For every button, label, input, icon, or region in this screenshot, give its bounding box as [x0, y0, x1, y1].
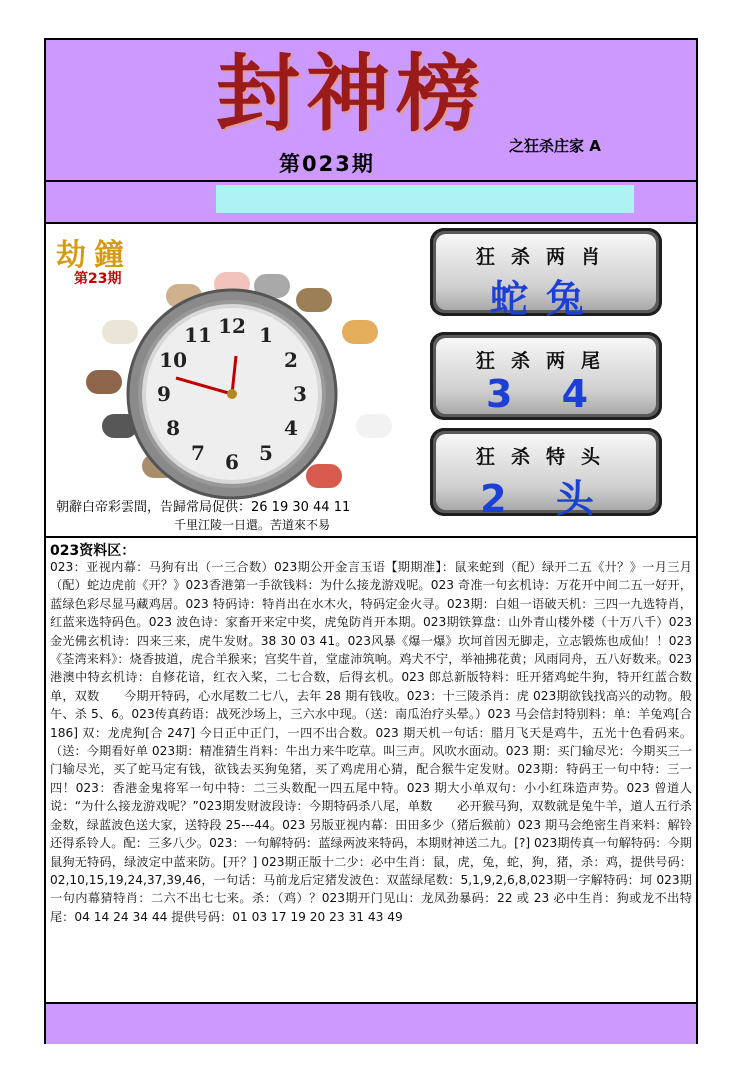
zodiac-clock [124, 286, 340, 502]
rabbit-icon [356, 414, 392, 438]
info-band [46, 182, 696, 224]
clock-panel [46, 224, 428, 536]
cyan-bar [216, 185, 634, 213]
footer-band [46, 1002, 696, 1044]
card-value: 3 4 [485, 372, 607, 416]
clock-numeral: 11 [184, 323, 212, 348]
monkey-icon [86, 370, 122, 394]
clock-numeral: 3 [293, 382, 307, 406]
prediction-card [430, 228, 662, 321]
clock-numeral: 12 [218, 314, 246, 338]
card-label: 狂杀两肖 [475, 246, 616, 268]
clock-numeral: 2 [283, 348, 298, 372]
data-heading: 023资料区： [50, 543, 136, 559]
prediction-card [430, 428, 662, 521]
subtitle: 之狂杀庄家 A [509, 137, 601, 155]
prediction-cards [430, 228, 692, 528]
card-value: 蛇兔 [489, 277, 602, 321]
card-value: 2 头 [480, 477, 612, 521]
header-banner [46, 40, 696, 182]
clock-numeral: 1 [259, 323, 273, 348]
clock-footer-line2: 千里江陵一日還。苦道來不易 [174, 518, 331, 532]
clock-numeral: 10 [159, 348, 188, 372]
clock-footer-line1: 朝辭白帝彩雲間，告歸常局促供：26 19 30 44 11 [56, 500, 351, 515]
clock-numeral: 5 [259, 440, 273, 465]
tiger-icon [342, 320, 378, 344]
clock-numeral: 4 [283, 416, 298, 440]
card-label: 狂杀两尾 [475, 350, 616, 372]
clock-numeral: 9 [157, 382, 171, 406]
clock-numeral: 8 [166, 416, 181, 440]
clock-panel-title: 劫鐘 [56, 238, 132, 273]
prediction-card [430, 332, 662, 420]
clock-panel-issue: 第23期 [74, 271, 122, 287]
data-body: 023：亚视内幕：马狗有出（一三合数）023期公开金言玉语【期期准】：鼠来蛇到（配）绿开二五《廾？》一月三月（配）蛇边虎前《开？》023香港第一手欲钱料：为什么接龙游戏呢。023 奇准一句玄机诗：万花开中间二五一好开，蓝绿色彩尽显马藏鸡居。023 特码诗：特肖出在水木火，特码定金火寻。023期：白姐一语破天机：三四一九选特肖，红蓝来选特码色。023 波色诗：家畜开来定中奖，虎兔防肖开本期。023期铁算盘：山外青山楼外楼（十万八千）023金光佛玄机诗：四来三来，虎牛发财。38 30 03 41。023风暴《爆一爆》坎坷首因无脚走，立志锻炼也成仙！！023《荃湾来料》：烧香披道，虎合羊猴来；宫奖牛首，堂虚沛筑响。鸡犬不宁，举袖拂花黄；风雨同舟，五八好数来。023 港澳中特玄机诗：自修花谙，红衣入桨，二七合数，后得玄机。023 郎总新版特料：旺开猪鸡蛇牛狗，特开红蓝合数单，双数 今期开特码，心水尾数二七八，去年 28 期有钱收。023：十三陵杀肖：虎 023期欲钱找高兴的动物。般午、杀 5、6。023传真药语：战死沙场上，三六水中现。（送：南瓜治疗头晕。）023 马会信封特别料：单：羊兔鸡[合 186] 双：龙虎狗[合 247] 今日正中正门，一四不出合数。023 期天机一句话：腊月飞天是鸡牛，五光十色看码来。（送：今期看好单 023期：精准猜生肖料：牛出力来牛吃草。叫三声。风吹水面动。023 期：买门输尽光：今期买三一门输尽光，买了蛇马定有钱，欲钱去买狗兔猪，买了鸡虎用心猜，配合猴牛定发财。023期：特码王一句中特：三一四！023：香港金鬼将军一句中特：二三头数配一四五尾中特。023 期大小单双句：小小红珠造声势。023 曾道人说：“为什么接龙游戏呢？”023期发财波段诗：今期特码杀八尾，单数 必开猴马狗，双数就是兔牛羊，道人五行杀金数，绿蓝波色送大家，送特段 25---44。023 另版亚视内幕：田田多少（猪后猴前）023 期马会绝密生肖来料：解铃还得系铃人。配：三多八少。023：一句解特码：蓝绿两波来特码，本期财神送二九。[?] 023期传真一句解特码：今期鼠狗无特码，绿波定中蓝来防。[开？] 023期正版十二少：必中生肖：鼠，虎，兔，蛇，狗，猪，杀：鸡，提供号码：02,10,15,19,24,37,39,46，一句话：马前龙后定猪发波色：双蓝绿尾数：5,1,9,2,6,8,023期一字解特码：坷 023期一句内幕猜特肖：二六不出七七来。杀：（鸡）？023期开门见山：龙凤劲暴码：22 或 23 必中生肖：狗或龙不出特尾：04 14 24 34 44 提供号码：01 03 17 19 20 23 31 43 49 [50, 560, 692, 924]
clock-numeral: 6 [225, 450, 239, 474]
poster-frame [44, 38, 698, 1044]
card-label: 狂杀特头 [475, 446, 616, 468]
data-section [46, 536, 696, 1002]
clock-numeral: 7 [191, 440, 205, 465]
page-title: 封神榜 [216, 44, 487, 143]
issue-number: 第023期 [279, 152, 375, 176]
